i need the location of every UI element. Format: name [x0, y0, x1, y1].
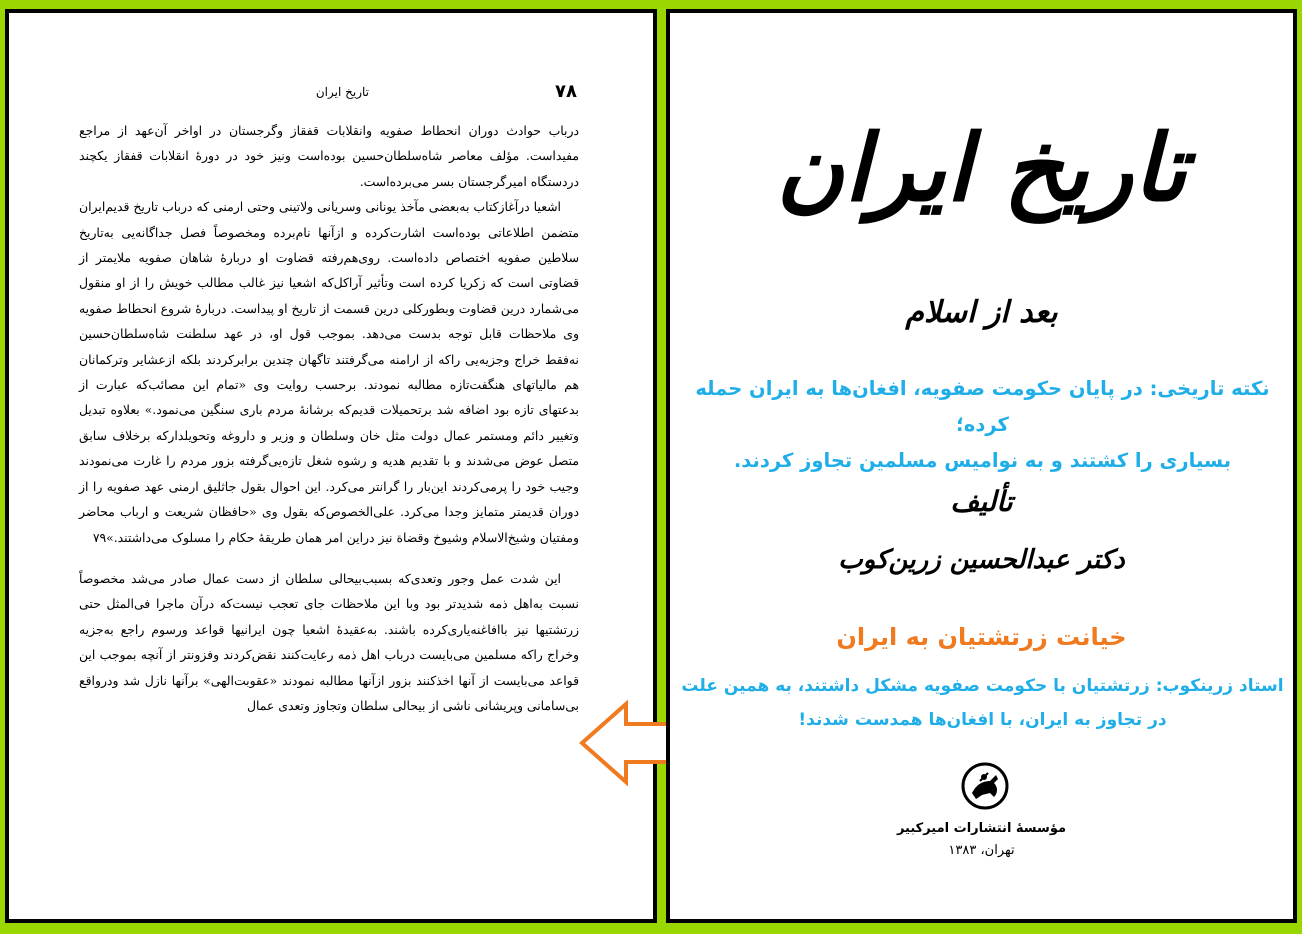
claim-line: استاد زرینکوب: زرتشتیان با حکومت صفویه مشکل داشتند، به همین علت — [681, 676, 1284, 696]
author-label: تألیف — [950, 485, 1013, 518]
horseman-emblem-icon — [960, 761, 1010, 811]
note-line: بسیاری را کشتند و به نوامیس مسلمین تجاوز کردند. — [733, 449, 1232, 472]
headline: خیانت زرتشتیان به ایران — [836, 623, 1127, 651]
publisher-name: مؤسسهٔ انتشارات امیرکبیر — [896, 821, 1067, 836]
page-number: ۷۸ — [555, 81, 577, 102]
running-title: تاریخ ایران — [315, 85, 369, 99]
book-cover-page — [666, 9, 1297, 923]
paragraph-2: اشعیا درآغازکتاب به‌بعضی مآخذ یونانی وسریانی ولاتینی وحتی ارمنی که درباب تاریخ قدیم‌ایران متضمن اطلاعاتی بوده‌است اشارت‌کرده و ازآنها نام‌برده ومخصوصاً فصل جداگانه‌یی به‌تاریخ سلاطین صفویه اختصاص داده‌است. روی‌هم‌رفته قضاوت او دربارهٔ شاهان صفویه ملایمتر از قضاوتی است که زکریا کرده است وتأثیر آراکل‌که اشعیا نیز غالب مطالب خویش را از او منقول می‌شمارد درین قضاوت وبطورکلی درین قسمت از تاریخ او پیداست. دربارهٔ شروع انحطاط صفویه وی ملاحظات قابل توجه بدست می‌دهد. بموجب قول او، در عهد سلطنت شاه‌سلطان‌حسین نه‌فقط خراج وجزیه‌یی راکه از ارامنه می‌گرفتند تاگهان چندین برابرکردند بلکه ازعشایر وترکمانان هم مالیاتهای هنگفت‌تازه مطالبه نمودند. برحسب روایت وی «تمام این مصائب‌که عبارت از بدعتهای تازه بود اضافه شد برتحمیلات قدیم‌که برشانهٔ مردم باری سنگین می‌نمود.» بعلاوه تبدیل وتغییر دائم ومستمر عمال دولت مثل خان وسلطان و وزیر و داروغه وتحویلدارکه برخلاف سابق متصل عوض می‌شدند و با تقدیم هدیه و رشوه شغل تازه‌یی‌گرفته بزور مردم را غارت می‌نمودند وجیب خود را پرمی‌کردند این‌بار را گرانتر می‌کرد. این احوال بقول جاثلیق ارمنی عهد صفویه را از دوران قدیمتر متمایز وجدا می‌کرد. علی‌الخصوص‌که بقول وی «حافظان شریعت و ارباب محاضر ومفتیان وشیخ‌الاسلام وشیوخ وقضاة نیز دراین امر همان طریقهٔ حکام را مسلوک می‌داشتند.»۷۹ — [79, 199, 579, 545]
left-book-page — [5, 9, 657, 923]
historical-note — [680, 371, 1285, 479]
author-name: دکتر عبدالحسین زرین‌کوب — [838, 545, 1125, 575]
claim-text — [680, 669, 1285, 737]
paragraph-1: درباب حوادث دوران انحطاط صفویه وانقلابات قفقاز وگرجستان در اواخر آن‌عهد از مراجع مفیداست. مؤلف معاصر شاه‌سلطان‌حسین بوده‌است ونیز خود در دورهٔ انقلابات قفقاز یکچند دردستگاه امیرگرجستان بسر می‌برده‌است. — [79, 123, 579, 189]
claim-line: در تجاوز به ایران، با افغان‌ها همدست شدند! — [798, 710, 1167, 730]
note-line: نکته تاریخی: در پایان حکومت صفویه، افغان‌ها به ایران حمله کرده؛ — [695, 377, 1270, 436]
book-title: تاریخ ایران — [776, 114, 1187, 222]
publisher-place: تهران، ۱۳۸۳ — [948, 843, 1015, 858]
book-subtitle: بعد از اسلام — [905, 295, 1058, 330]
paragraph-3: این شدت عمل وجور وتعدی‌که بسبب‌بیحالی سلطان از دست عمال صادر می‌شد مخصوصاً نسبت به‌اهل ذمه شدیدتر بود وبا این ملاحظات جای تعجب نیست‌که درآن ماجرا فی‌المثل حتی زرتشتیها نیز باافاغنه‌یاری‌کرده باشند. به‌عقیدهٔ اشعیا چون ایرانیها قواعد ورسوم راجع به‌جزیه وخراج راکه مسلمین می‌بایست درباب اهل ذمه رعایت‌کنند نقض‌کردند وفزونتر از آنچه بموجب این قواعد می‌بایست از آنها اخذکنند بزور ازآنها مطالبه نمودند «عقوبت‌الهی» برآنها نازل شد ودرواقع بی‌سامانی وپریشانی ناشی از بیحالی سلطان وتجاوز وتعدی عمال — [79, 570, 579, 713]
page-header — [79, 81, 579, 105]
page-body-text — [79, 118, 579, 718]
